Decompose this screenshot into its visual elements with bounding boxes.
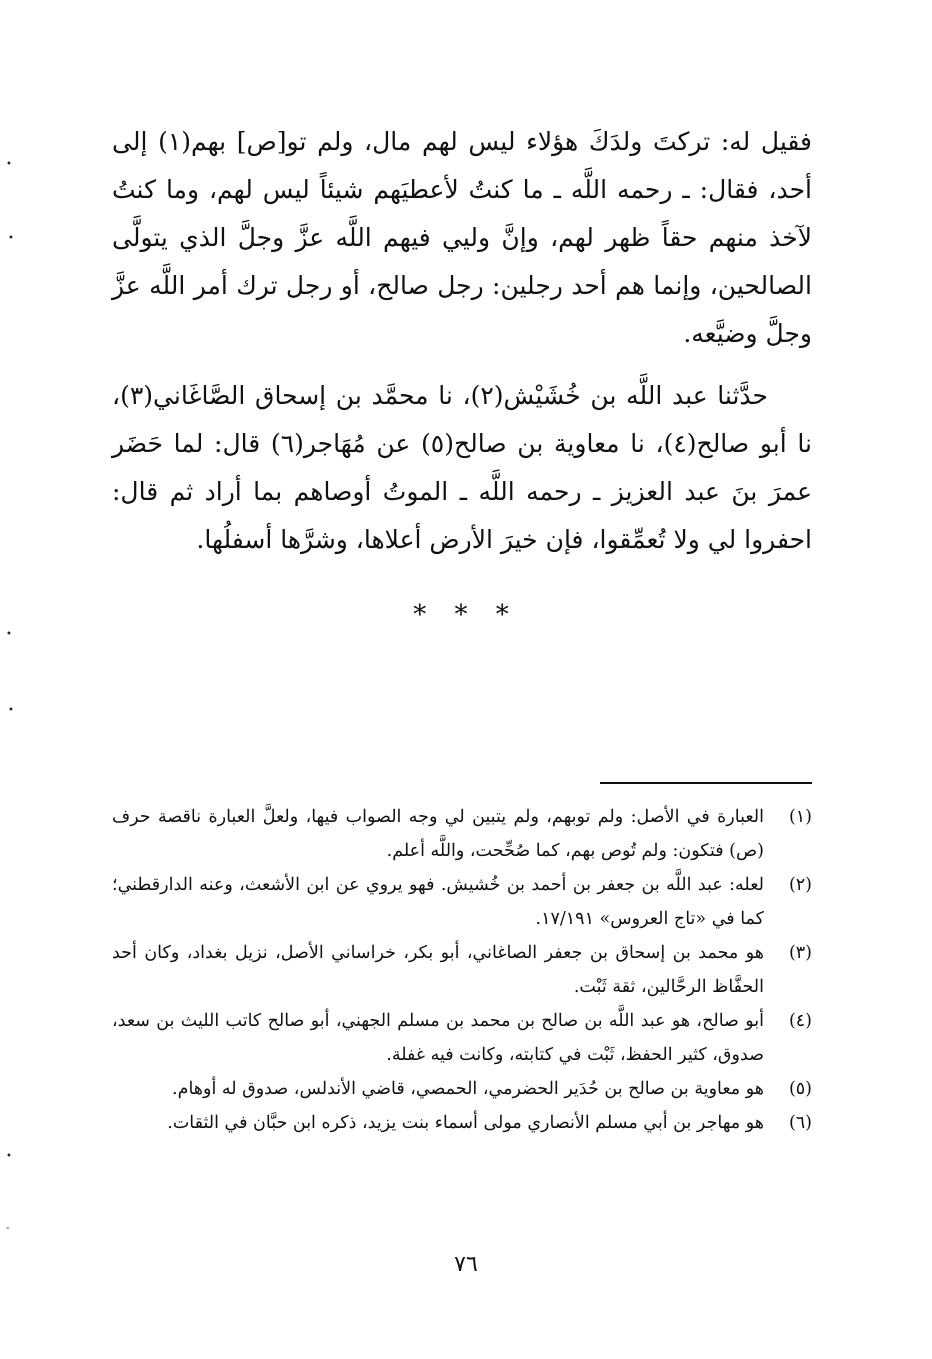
footnote-text: هو محمد بن إسحاق بن جعفر الصاغاني، أبو بكر، خراساني الأصل، نزيل بغداد، وكان أحد الحفَّاظ الرحَّالين، ثقة ثَبْت. xyxy=(112,943,764,997)
footnote-number: (١) xyxy=(788,807,812,827)
main-text xyxy=(112,118,812,564)
footnote-text: العبارة في الأصل: ولم توبهم، ولم يتبين لي وجه الصواب فيها، ولعلَّ العبارة ناقصة حرف (ص) فتكون: ولم تُوص بهم، كما صُحِّحت، واللَّه أعلم. xyxy=(112,807,764,861)
section-separator: * * * xyxy=(413,600,519,630)
margin-mark: • xyxy=(8,233,14,244)
footnote-text: لعله: عبد اللَّه بن جعفر بن أحمد بن خُشيش. فهو يروي عن ابن الأشعث، وعنه الدارقطني؛ كما في «تاج العروس» ١٧/١٩١. xyxy=(112,875,764,929)
footnote-text: هو مهاجر بن أبي مسلم الأنصاري مولى أسماء بنت يزيد، ذكره ابن حبَّان في الثقات. xyxy=(167,1113,764,1133)
page-number: ٧٦ xyxy=(454,1252,478,1277)
margin-mark: • xyxy=(6,629,12,640)
footnote-6 xyxy=(112,1106,812,1140)
footnote-text: أبو صالح، هو عبد اللَّه بن صالح بن محمد بن مسلم الجهني، أبو صالح كاتب الليث بن سعد، صدوق، كثير الحفظ، ثَبْت في كتابته، وكانت فيه غفلة. xyxy=(112,1011,764,1065)
footnote-number: (٦) xyxy=(788,1113,812,1133)
footnote-4 xyxy=(112,1004,812,1072)
footnote-2 xyxy=(112,868,812,936)
paragraph-2: حدَّثنا عبد اللَّه بن خُشَيْش(٢)، نا محمَّد بن إسحاق الصَّاغَاني(٣)، نا أبو صالح(٤)، نا معاوية بن صالح(٥) عن مُهَاجر(٦) قال: لما حَضَر عمرَ بنَ عبد العزيز ـ رحمه اللَّه ـ الموتُ أوصاهم بما أراد ثم قال: احفروا لي ولا تُعمِّقوا، فإن خيرَ الأرض أعلاها، وشرَّها أسفلُها. xyxy=(112,381,812,554)
footnote-5 xyxy=(112,1072,812,1106)
margin-mark: • xyxy=(6,159,12,170)
paragraph-1: فقيل له: تركتَ ولدَكَ هؤلاء ليس لهم مال، ولم تو[ص] بهم(١) إلى أحد، فقال: ـ رحمه اللَّه ـ ما كنتُ لأعطيَهم شيئاً ليس لهم، وما كنتُ لآخذ منهم حقاً ظهر لهم، وإنَّ وليي فيهم اللَّه عزَّ وجلَّ الذي يتولَّى الصالحين، وإنما هم أحد رجلين: رجل صالح، أو رجل ترك أمر اللَّه عزَّ وجلَّ وضيَّعه. xyxy=(112,127,813,348)
footnote-number: (٣) xyxy=(788,943,812,963)
footnote-number: (٥) xyxy=(788,1079,812,1099)
margin-mark: - xyxy=(6,1223,10,1234)
footnote-text: هو معاوية بن صالح بن حُدَير الحضرمي، الحمصي، قاضي الأندلس، صدوق له أوهام. xyxy=(172,1079,764,1099)
footnote-divider xyxy=(600,782,812,784)
footnotes xyxy=(112,800,812,1140)
margin-mark: • xyxy=(8,705,14,716)
footnote-number: (٢) xyxy=(788,875,812,895)
footnote-number: (٤) xyxy=(788,1011,812,1031)
footnote-1 xyxy=(112,800,812,868)
footnote-3 xyxy=(112,936,812,1004)
margin-mark: • xyxy=(6,1151,12,1162)
